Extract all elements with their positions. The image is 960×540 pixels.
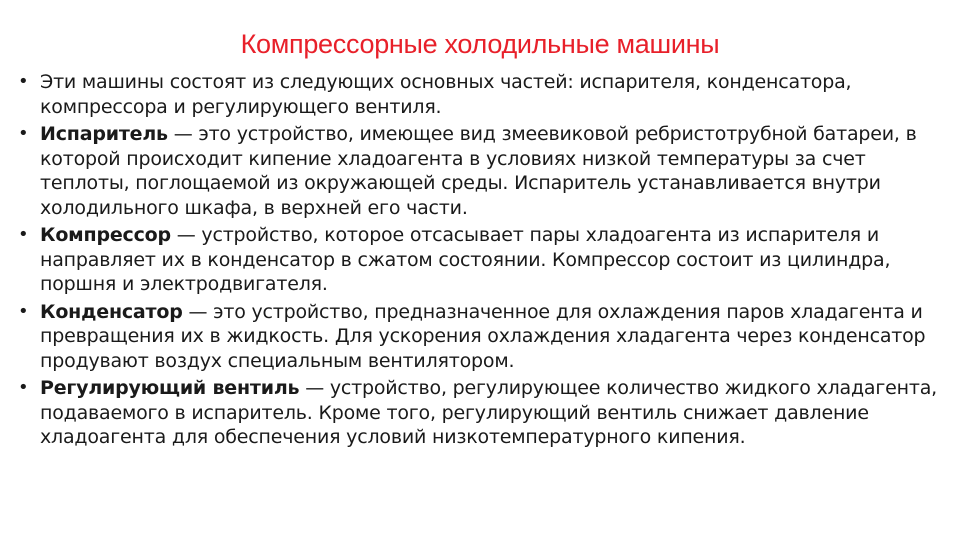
bullet-item-evaporator: [16, 122, 946, 220]
bullet-term: Испаритель: [40, 123, 168, 145]
bullet-text: — это устройство, предназначенное для охлаждения паров хладагента и превращения их в жидкость. Для ускорения охлаждения хладагента через конденсатор продувают воздух специальным вентилятором.: [40, 300, 926, 372]
bullet-term: Конденсатор: [40, 300, 183, 323]
bullet-term: Компрессор: [40, 224, 171, 246]
bullet-item-valve: [16, 376, 946, 450]
bullet-text: Эти машины состоят из следующих основных частей: испарителя, конденсатора, компрессора и регулирующего вентиля.: [40, 71, 852, 118]
bullet-icon: •: [18, 300, 29, 322]
bullet-icon: •: [18, 224, 29, 245]
bullet-icon: •: [18, 71, 29, 92]
bullet-text: — это устройство, имеющее вид змеевиковой ребристотрубной батареи, в которой происходит кипение хладоагента в условиях низкой температуры за счет теплоты, поглощаемой из окружающей среды. Испаритель устанавливается внутри холодильного шкафа, в верхней его части.: [40, 123, 917, 219]
slide-content: [16, 70, 946, 453]
bullet-icon: •: [18, 123, 29, 144]
bullet-item-overview: [16, 70, 946, 119]
bullet-term: Регулирующий вентиль: [40, 377, 300, 399]
bullet-item-compressor: [16, 223, 946, 297]
bullet-text: — устройство, которое отсасывает пары хладоагента из испарителя и направляет их в конденсатор в сжатом состоянии. Компрессор состоит из цилиндра, поршня и электродвигателя.: [40, 224, 891, 295]
bullet-icon: •: [18, 377, 29, 398]
slide-title: Компрессорные холодильные машины: [240, 29, 720, 59]
bullet-list: [16, 70, 946, 450]
bullet-item-condenser: [16, 300, 946, 374]
bullet-text: — устройство, регулирующее количество жидкого хладагента, подаваемого в испаритель. Кроме того, регулирующий вентиль снижает давление хладоагента для обеспечения условий низкотемпературного кипения.: [40, 377, 938, 448]
